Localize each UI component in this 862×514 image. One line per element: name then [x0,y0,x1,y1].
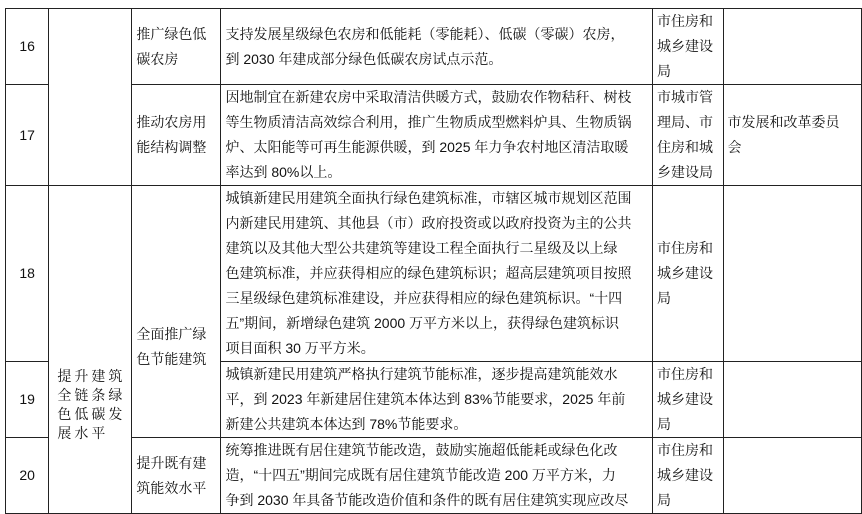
row-number: 16 [6,9,49,85]
row-number: 20 [6,438,49,514]
text-line: 局 [657,63,671,79]
task-cell [132,85,221,186]
text-line: 色建筑标准，并应获得相应的绿色建筑标识；超高层建筑项目按照 [225,265,632,281]
category-cell [49,186,132,514]
text-line: 内新建民用建筑、其他县（市）政府投资或以政府投资为主的公共 [225,215,632,231]
text-line: 市发展和改革委员 [727,114,840,130]
text-line: 理局、市 [657,114,713,130]
text-line: 市住房和 [657,240,713,256]
text-line: 城乡建设 [657,38,713,54]
text-line: 支持发展星级绿色农房和低能耗（零能耗）、低碳（零碳）农房， [225,25,625,42]
text-line: 市住房和 [657,13,713,29]
text-line: 城乡建设 [657,467,713,483]
text-line: 造，“十四五”期间完成既有居住建筑节能改造 200 万平方米，力 [225,467,616,483]
text-line: 城乡建设 [657,265,713,281]
text-line: 筑能效水平 [136,479,207,496]
table-row [6,438,862,514]
text-line: 展水平 [57,424,109,441]
lead-department-cell [723,186,861,362]
row-number: 18 [6,186,49,362]
text-line: 新建公共建筑本体达到 78%节能要求。 [225,416,468,432]
text-line: 推动农房用 [136,114,207,130]
text-line: 因地制宜在新建农房中采取清洁供暖方式，鼓励农作物秸秆、树枝 [225,89,632,105]
content-cell [221,85,653,186]
text-line: 争到 2030 年具备节能改造价值和条件的既有居住建筑实现应改尽 [225,492,629,508]
text-line: 色节能建筑 [136,350,207,367]
row-number: 17 [6,85,49,186]
text-line: 住房和城 [657,139,713,155]
text-line: 市住房和 [657,366,713,382]
department-cell [653,186,724,362]
text-line: 率达到 80%以上。 [225,164,342,180]
policy-task-table [5,8,862,514]
table-row [6,85,862,186]
department-cell [653,85,724,186]
text-line: 能结构调整 [136,139,207,155]
department-cell [653,438,724,514]
lead-department-cell [723,438,861,514]
content-cell [221,186,653,362]
content-cell [221,438,653,514]
text-line: 项目面积 30 万平方米。 [225,340,375,356]
text-line: 全链条绿 [57,386,126,403]
task-cell [132,438,221,514]
table-row [6,186,862,362]
text-line: 会 [727,139,742,155]
category-cell-empty [49,9,132,186]
text-line: 三星级绿色建筑标准建设，并应获得相应的绿色建筑标识。“十四 [225,290,623,306]
text-line: 建筑以及其他大型公共建筑等建设工程全面执行二星级及以上绿 [225,240,618,256]
text-line: 到 2030 年建成部分绿色低碳农房试点示范。 [225,50,503,67]
lead-department-cell [723,9,861,85]
task-cell [132,9,221,85]
text-line: 局 [657,416,671,432]
text-line: 色低碳发 [57,405,126,422]
department-cell [653,9,724,85]
content-cell [221,362,653,438]
lead-department-cell [723,362,861,438]
text-line: 提升建筑 [57,367,126,384]
text-line: 局 [657,492,671,508]
text-line: 乡建设局 [657,164,713,180]
text-line: 市城市管 [657,89,713,105]
text-line: 城镇新建民用建筑严格执行建筑节能标准，逐步提高建筑能效水 [225,366,618,382]
text-line: 提升既有建 [136,454,207,471]
text-line: 全面推广绿 [136,325,207,342]
task-cell [132,186,221,438]
department-cell [653,362,724,438]
text-line: 统筹推进既有居住建筑节能改造，鼓励实施超低能耗或绿色化改 [225,442,618,458]
text-line: 市住房和 [657,442,713,458]
text-line: 五”期间，新增绿色建筑 2000 万平方米以上，获得绿色建筑标识 [225,315,620,331]
text-line: 推广绿色低 [136,25,207,42]
text-line: 城乡建设 [657,391,713,407]
text-line: 炉、太阳能等可再生能源供暖，到 2025 年力争农村地区清洁取暖 [225,139,629,155]
text-line: 局 [657,290,671,306]
text-line: 平，到 2023 年新建居住建筑本体达到 83%节能要求，2025 年前 [225,391,626,407]
row-number: 19 [6,362,49,438]
text-line: 碳农房 [136,50,179,67]
content-cell [221,9,653,85]
table-row [6,9,862,85]
text-line: 城镇新建民用建筑全面执行绿色建筑标准，市辖区城市规划区范围 [225,190,632,206]
lead-department-cell [723,85,861,186]
text-line: 等生物质清洁高效综合利用，推广生物质成型燃料炉具、生物质锅 [225,114,632,130]
